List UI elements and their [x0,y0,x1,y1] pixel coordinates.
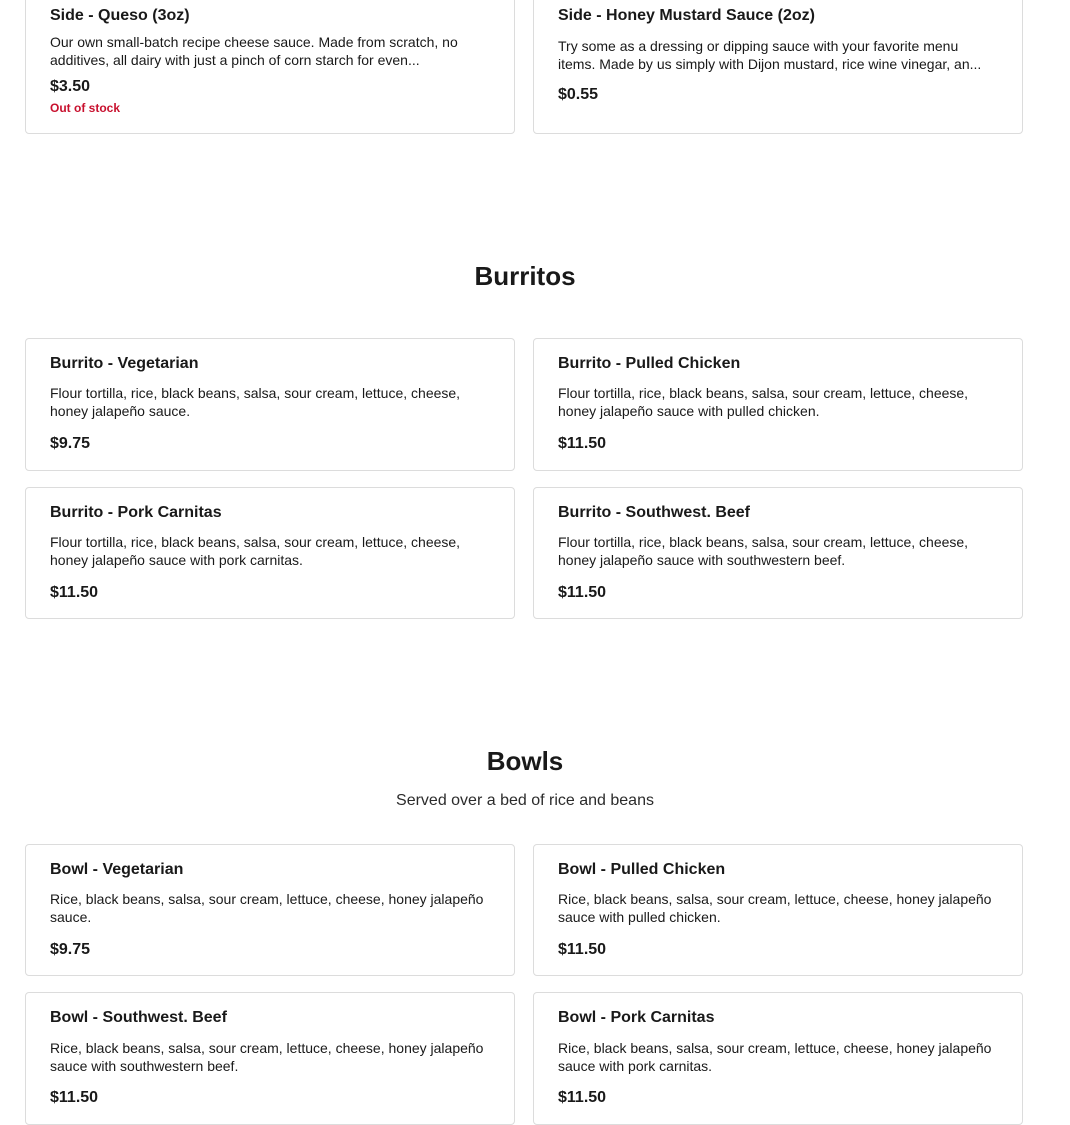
menu-item-card[interactable] [533,992,1023,1125]
item-name: Side - Honey Mustard Sauce (2oz) [558,7,815,24]
item-name: Bowl - Southwest. Beef [50,1009,227,1026]
menu-item-card[interactable] [25,992,515,1125]
item-price: $3.50 [50,78,91,95]
item-name: Burrito - Vegetarian [50,355,199,372]
section-title-burritos: Burritos [474,261,576,291]
menu-item-card[interactable] [25,338,515,471]
item-name: Bowl - Pork Carnitas [558,1009,715,1026]
menu-item-card[interactable] [533,487,1023,619]
item-description: Flour tortilla, rice, black beans, salsa, sour cream, lettuce, cheese, honey jalapeño sauce. [50,385,461,419]
item-description: Our own small-batch recipe cheese sauce. Made from scratch, no additives, all dairy with just a pinch of corn starch for even... [50,34,458,68]
item-name: Burrito - Pulled Chicken [558,355,741,372]
menu-item-card[interactable] [533,338,1023,471]
item-price: $11.50 [50,584,99,601]
item-description: Flour tortilla, rice, black beans, salsa, sour cream, lettuce, cheese, honey jalapeño sauce with pork carnitas. [50,534,461,568]
item-price: $0.55 [558,86,599,103]
item-price: $11.50 [50,1089,99,1106]
item-price: $9.75 [50,941,91,958]
item-name: Bowl - Pulled Chicken [558,861,726,878]
item-description: Rice, black beans, salsa, sour cream, lettuce, cheese, honey jalapeño sauce. [50,891,484,925]
menu-item-card[interactable] [533,844,1023,976]
menu-item-card[interactable] [25,0,515,134]
item-description: Flour tortilla, rice, black beans, salsa, sour cream, lettuce, cheese, honey jalapeño sauce with southwestern beef. [558,534,969,568]
item-price: $11.50 [558,941,607,958]
menu-item-card[interactable] [25,844,515,976]
item-description: Rice, black beans, salsa, sour cream, lettuce, cheese, honey jalapeño sauce with southwestern beef. [50,1040,484,1074]
item-description: Rice, black beans, salsa, sour cream, lettuce, cheese, honey jalapeño sauce with pork carnitas. [558,1040,992,1074]
menu-item-card[interactable] [25,487,515,619]
item-description: Rice, black beans, salsa, sour cream, lettuce, cheese, honey jalapeño sauce with pulled chicken. [558,891,992,925]
item-price: $11.50 [558,435,607,452]
item-name: Bowl - Vegetarian [50,861,184,878]
item-description: Try some as a dressing or dipping sauce with your favorite menu items. Made by us simply with Dijon mustard, rice wine vinegar, an... [558,38,982,72]
item-price: $9.75 [50,435,91,452]
item-name: Side - Queso (3oz) [50,7,190,24]
item-price: $11.50 [558,1089,607,1106]
section-subtitle-bowls: Served over a bed of rice and beans [396,792,654,809]
item-description: Flour tortilla, rice, black beans, salsa, sour cream, lettuce, cheese, honey jalapeño sauce with pulled chicken. [558,385,969,419]
menu-item-card[interactable] [533,0,1023,134]
item-price: $11.50 [558,584,607,601]
section-title-bowls: Bowls [486,746,564,776]
out-of-stock-label: Out of stock [50,101,121,115]
item-name: Burrito - Pork Carnitas [50,504,222,521]
item-name: Burrito - Southwest. Beef [558,504,751,521]
